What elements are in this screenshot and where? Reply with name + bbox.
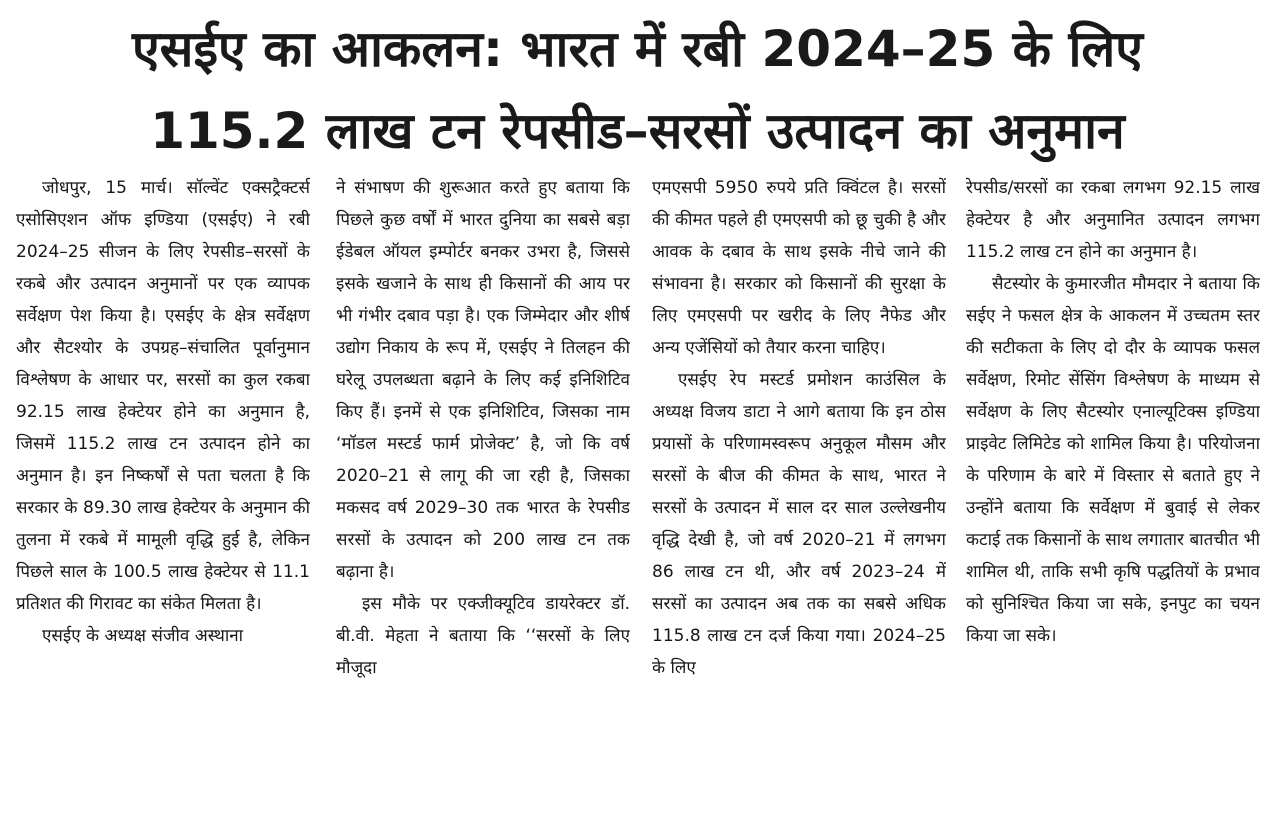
article-column-4 <box>966 172 1260 822</box>
article-paragraph: इस मौके पर एक्जीक्यूटिव डायरेक्टर डॉ. बी.वी. मेहता ने बताया कि ‘‘सरसों के लिए मौजूदा <box>336 594 630 678</box>
article-column-3 <box>652 172 946 822</box>
article-paragraph: रेपसीड/सरसों का रकबा लगभग 92.15 लाख हेक्टेयर है और अनुमानित उत्पादन लगभग 115.2 लाख टन होने का अनुमान है। <box>966 178 1260 262</box>
article-paragraph: ने संभाषण की शुरूआत करते हुए बताया कि पिछले कुछ वर्षों में भारत दुनिया का सबसे बड़ा ईडेबल ऑयल इम्पोर्टर बनकर उभरा है, जिससे इसके खजाने के साथ ही किसानों की आय पर भी गंभीर दबाव पड़ा है। एक जिम्मेदार और शीर्ष उद्योग निकाय के रूप में, एसईए ने तिलहन की घरेलू उपलब्धता बढ़ाने के लिए कई इनिशिटिव किए हैं। इनमें से एक इनिशिटिव, जिसका नाम ‘मॉडल मस्टर्ड फार्म प्रोजेक्ट’ है, जो कि वर्ष 2020–21 से लागू की जा रही है, जिसका मकसद वर्ष 2029–30 तक भारत के रेपसीड सरसों के उत्पादन को 200 लाख टन तक बढ़ाना है। <box>336 178 630 582</box>
article-paragraph: सैटस्योर के कुमारजीत मौमदार ने बताया कि सईए ने फसल क्षेत्र के आकलन में उच्चतम स्तर की सटीकता के लिए दो दौर के व्यापक फसल सर्वेक्षण, रिमोट सेंसिंग विश्लेषण के माध्यम से सर्वेक्षण के लिए सैटस्योर एनाल्यूटिक्स इण्डिया प्राइवेट लिमिटेड को शामिल किया है। परियोजना के परिणाम के बारे में विस्तार से बताते हुए ने उन्होंने बताया कि सर्वेक्षण में बुवाई से लेकर कटाई तक किसानों के साथ लगातार बातचीत भी शामिल थी, ताकि सभी कृषि पद्धतियों के प्रभाव को सुनिश्चित किया जा सके, इनपुट का चयन किया जा सके। <box>966 274 1260 646</box>
article-paragraph: जोधपुर, 15 मार्च। सॉल्वेंट एक्सट्रैक्टर्स एसोसिएशन ऑफ इण्डिया (एसईए) ने रबी 2024–25 सीजन के लिए रेपसीड–सरसों के रकबे और उत्पादन अनुमानों पर एक व्यापक सर्वेक्षण पेश किया है। एसईए के क्षेत्र सर्वेक्षण और सैटश्योर के उपग्रह–संचालित पूर्वानुमान विश्लेषण के आधार पर, सरसों का कुल रकबा 92.15 लाख हेक्टेयर होने का अनुमान है, जिसमें 115.2 लाख टन उत्पादन होने का अनुमान है। इन निष्कर्षों से पता चलता है कि सरकार के 89.30 लाख हेक्टेयर के अनुमान की तुलना में रकबे में मामूली वृद्धि हुई है, लेकिन पिछले साल के 100.5 लाख हेक्टेयर से 11.1 प्रतिशत की गिरावट का संकेत मिलता है। <box>16 178 310 614</box>
article-paragraph: एमएसपी 5950 रुपये प्रति क्विंटल है। सरसों की कीमत पहले ही एमएसपी को छू चुकी है और आवक के दबाव के साथ इसके नीचे जाने की संभावना है। सरकार को किसानों की सुरक्षा के लिए एमएसपी पर खरीद के लिए नैफेड और अन्य एजेंसियों को तैयार करना चाहिए। <box>652 178 946 358</box>
article-paragraph: एसईए के अध्यक्ष संजीव अस्थाना <box>42 626 244 646</box>
article-paragraph: एसईए रेप मस्टर्ड प्रमोशन काउंसिल के अध्यक्ष विजय डाटा ने आगे बताया कि इन ठोस प्रयासों के परिणामस्वरूप अनुकूल मौसम और सरसों के बीज की कीमत के साथ, भारत ने सरसों के उत्पादन में साल दर साल उल्लेखनीय वृद्धि देखी है, जो वर्ष 2020–21 में लगभग 86 लाख टन थी, और वर्ष 2023–24 में सरसों का उत्पादन अब तक का सबसे अधिक 115.8 लाख टन दर्ज किया गया। 2024–25 के लिए <box>652 370 946 678</box>
article-column-2 <box>336 172 630 822</box>
headline-line-1: एसईए का आकलन: भारत में रबी 2024–25 के लिए <box>132 20 1143 78</box>
article-column-1 <box>16 172 310 822</box>
headline-line-2: 115.2 लाख टन रेपसीड–सरसों उत्पादन का अनुमान <box>150 102 1125 160</box>
